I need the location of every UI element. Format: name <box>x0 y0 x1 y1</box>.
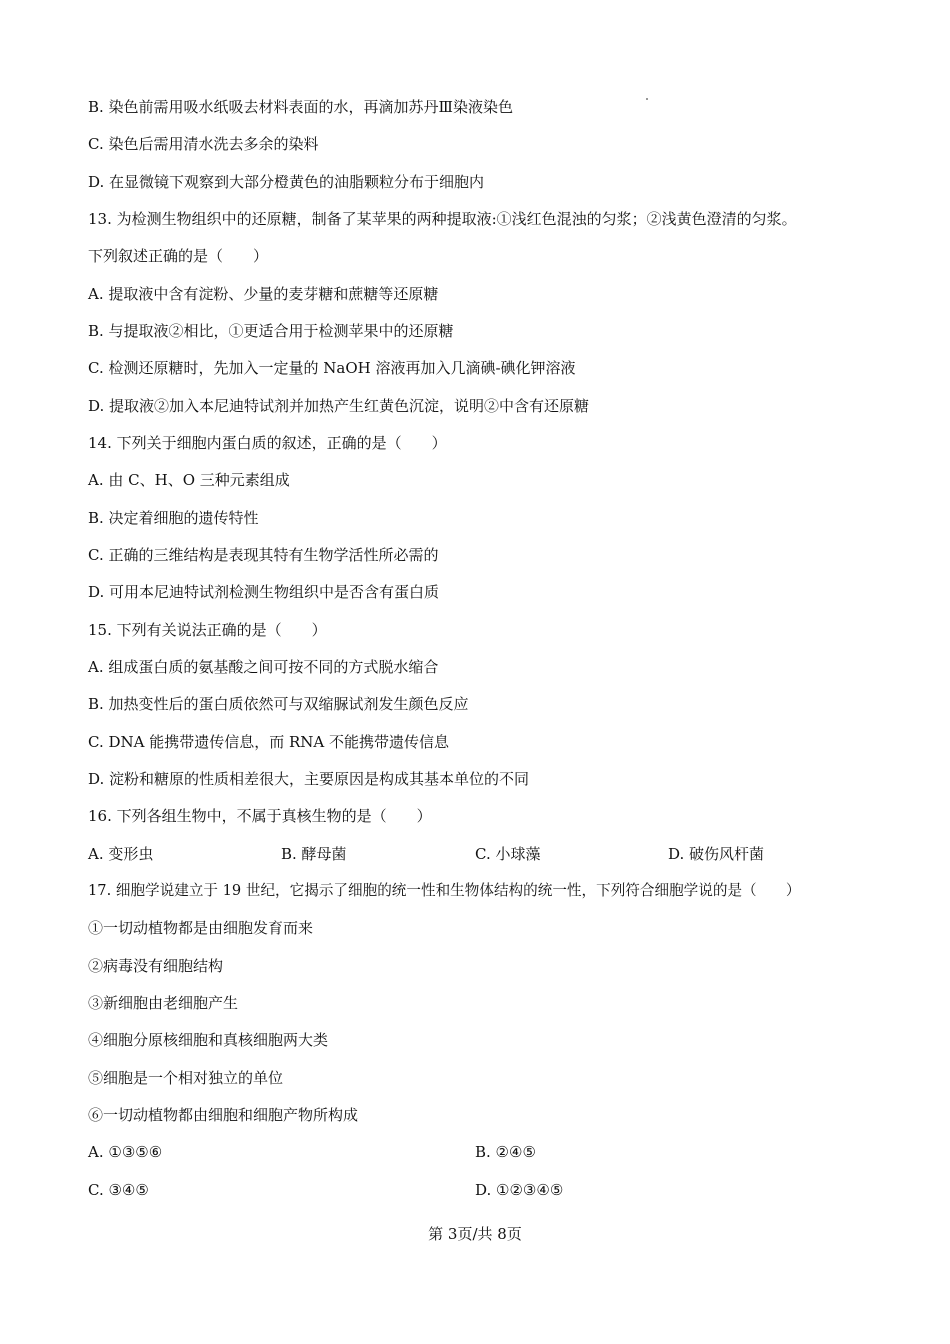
q16-option-a: A. 变形虫 <box>88 845 154 863</box>
q12-option-b: B. 染色前需用吸水纸吸去材料表面的水，再滴加苏丹Ⅲ染液染色 <box>88 98 514 116</box>
q17-option-b: B. ②④⑤ <box>475 1143 536 1161</box>
q17-statement-3: ③新细胞由老细胞产生 <box>88 994 239 1012</box>
q15-stem: 15. 下列有关说法正确的是（ ） <box>88 621 327 639</box>
q15-option-d: D. 淀粉和糖原的性质相差很大，主要原因是构成其基本单位的不同 <box>88 770 530 788</box>
q16-stem: 16. 下列各组生物中，不属于真核生物的是（ ） <box>88 807 432 825</box>
q14-option-d: D. 可用本尼迪特试剂检测生物组织中是否含有蛋白质 <box>88 583 440 601</box>
q17-stem: 17. 细胞学说建立于 19 世纪，它揭示了细胞的统一性和生物体结构的统一性，下列符合细胞学说的是（ ） <box>88 882 801 899</box>
q13-option-c: C. 检测还原糖时，先加入一定量的 NaOH 溶液再加入几滴碘-碘化钾溶液 <box>88 359 576 377</box>
q17-option-d: D. ①②③④⑤ <box>475 1181 564 1199</box>
q17-statement-5: ⑤细胞是一个相对独立的单位 <box>88 1069 284 1087</box>
q14-option-c: C. 正确的三维结构是表现其特有生物学活性所必需的 <box>88 546 439 564</box>
q13-stem-line2: 下列叙述正确的是（ ） <box>88 247 269 265</box>
q13-option-a: A. 提取液中含有淀粉、少量的麦芽糖和蔗糖等还原糖 <box>88 285 439 303</box>
q17-option-c: C. ③④⑤ <box>88 1181 149 1199</box>
q17-statement-6: ⑥一切动植物都由细胞和细胞产物所构成 <box>88 1106 359 1124</box>
q12-option-c: C. 染色后需用清水洗去多余的染料 <box>88 135 319 153</box>
scan-dot <box>646 98 648 100</box>
q16-option-b: B. 酵母菌 <box>281 845 347 863</box>
q17-option-a: A. ①③⑤⑥ <box>88 1143 163 1161</box>
q16-option-d: D. 破伤风杆菌 <box>668 845 765 863</box>
q17-statement-2: ②病毒没有细胞结构 <box>88 957 224 975</box>
q13-stem-line1: 13. 为检测生物组织中的还原糖，制备了某苹果的两种提取液:①浅红色混浊的匀浆；②浅黄色澄清的匀浆。 <box>88 210 797 228</box>
q12-option-d: D. 在显微镜下观察到大部分橙黄色的油脂颗粒分布于细胞内 <box>88 173 485 191</box>
q15-option-c: C. DNA 能携带遗传信息，而 RNA 不能携带遗传信息 <box>88 733 450 751</box>
q15-option-b: B. 加热变性后的蛋白质依然可与双缩脲试剂发生颜色反应 <box>88 695 469 713</box>
q17-statement-1: ①一切动植物都是由细胞发育而来 <box>88 919 314 937</box>
q16-option-c: C. 小球藻 <box>475 845 541 863</box>
q15-option-a: A. 组成蛋白质的氨基酸之间可按不同的方式脱水缩合 <box>88 658 439 676</box>
q17-statement-4: ④细胞分原核细胞和真核细胞两大类 <box>88 1031 329 1049</box>
q14-option-a: A. 由 C、H、O 三种元素组成 <box>88 471 290 489</box>
page-footer: 第 3页/共 8页 <box>428 1225 522 1243</box>
q13-option-b: B. 与提取液②相比，①更适合用于检测苹果中的还原糖 <box>88 322 454 340</box>
q13-option-d: D. 提取液②加入本尼迪特试剂并加热产生红黄色沉淀，说明②中含有还原糖 <box>88 397 590 415</box>
q14-stem: 14. 下列关于细胞内蛋白质的叙述，正确的是（ ） <box>88 434 447 452</box>
q14-option-b: B. 决定着细胞的遗传特性 <box>88 509 259 527</box>
